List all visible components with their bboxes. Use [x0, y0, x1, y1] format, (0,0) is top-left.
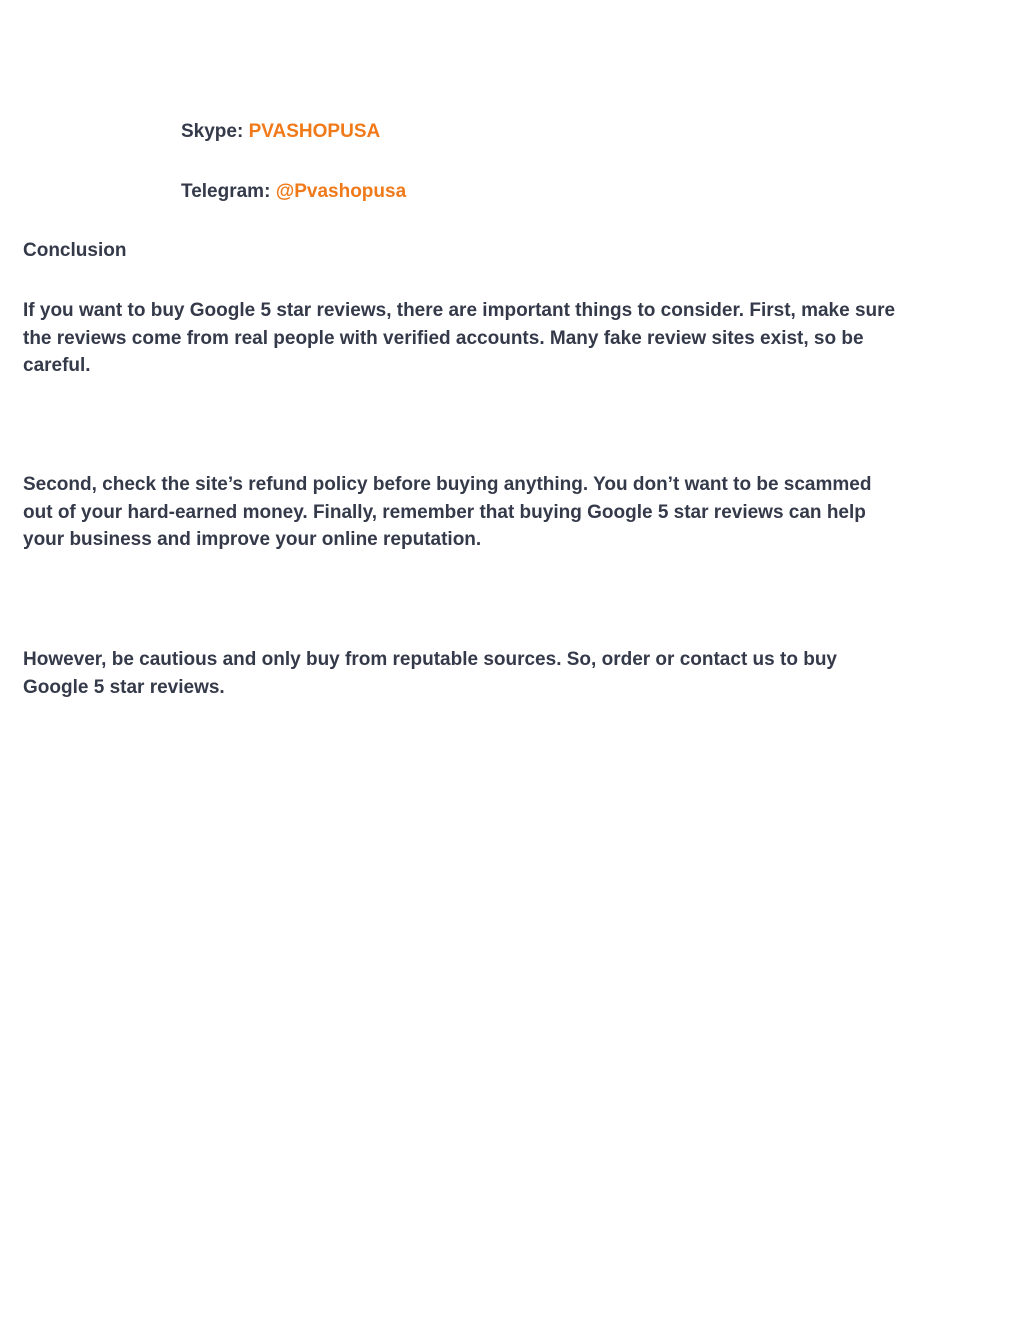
skype-label: Skype: — [181, 121, 244, 142]
telegram-label: Telegram: — [181, 181, 271, 202]
conclusion-paragraph-1: If you want to buy Google 5 star reviews, there are important things to consider. First, make sure the reviews come from real people with verified accounts. Many fake review sites exist, so be careful. — [23, 300, 896, 376]
telegram-handle-link[interactable]: @Pvashopusa — [275, 181, 407, 202]
conclusion-paragraph-2: Second, check the site’s refund policy before buying anything. You don’t want to be scammed out of your hard-earned money. Finally, remember that buying Google 5 star reviews can help your business and improve your online reputation. — [23, 474, 872, 550]
skype-handle-link[interactable]: PVASHOPUSA — [248, 121, 381, 142]
conclusion-heading: Conclusion — [23, 240, 127, 261]
skype-contact — [181, 120, 380, 144]
conclusion-paragraph-3: However, be cautious and only buy from reputable sources. So, order or contact us to buy Google 5 star reviews. — [23, 649, 837, 698]
telegram-contact — [181, 180, 406, 204]
